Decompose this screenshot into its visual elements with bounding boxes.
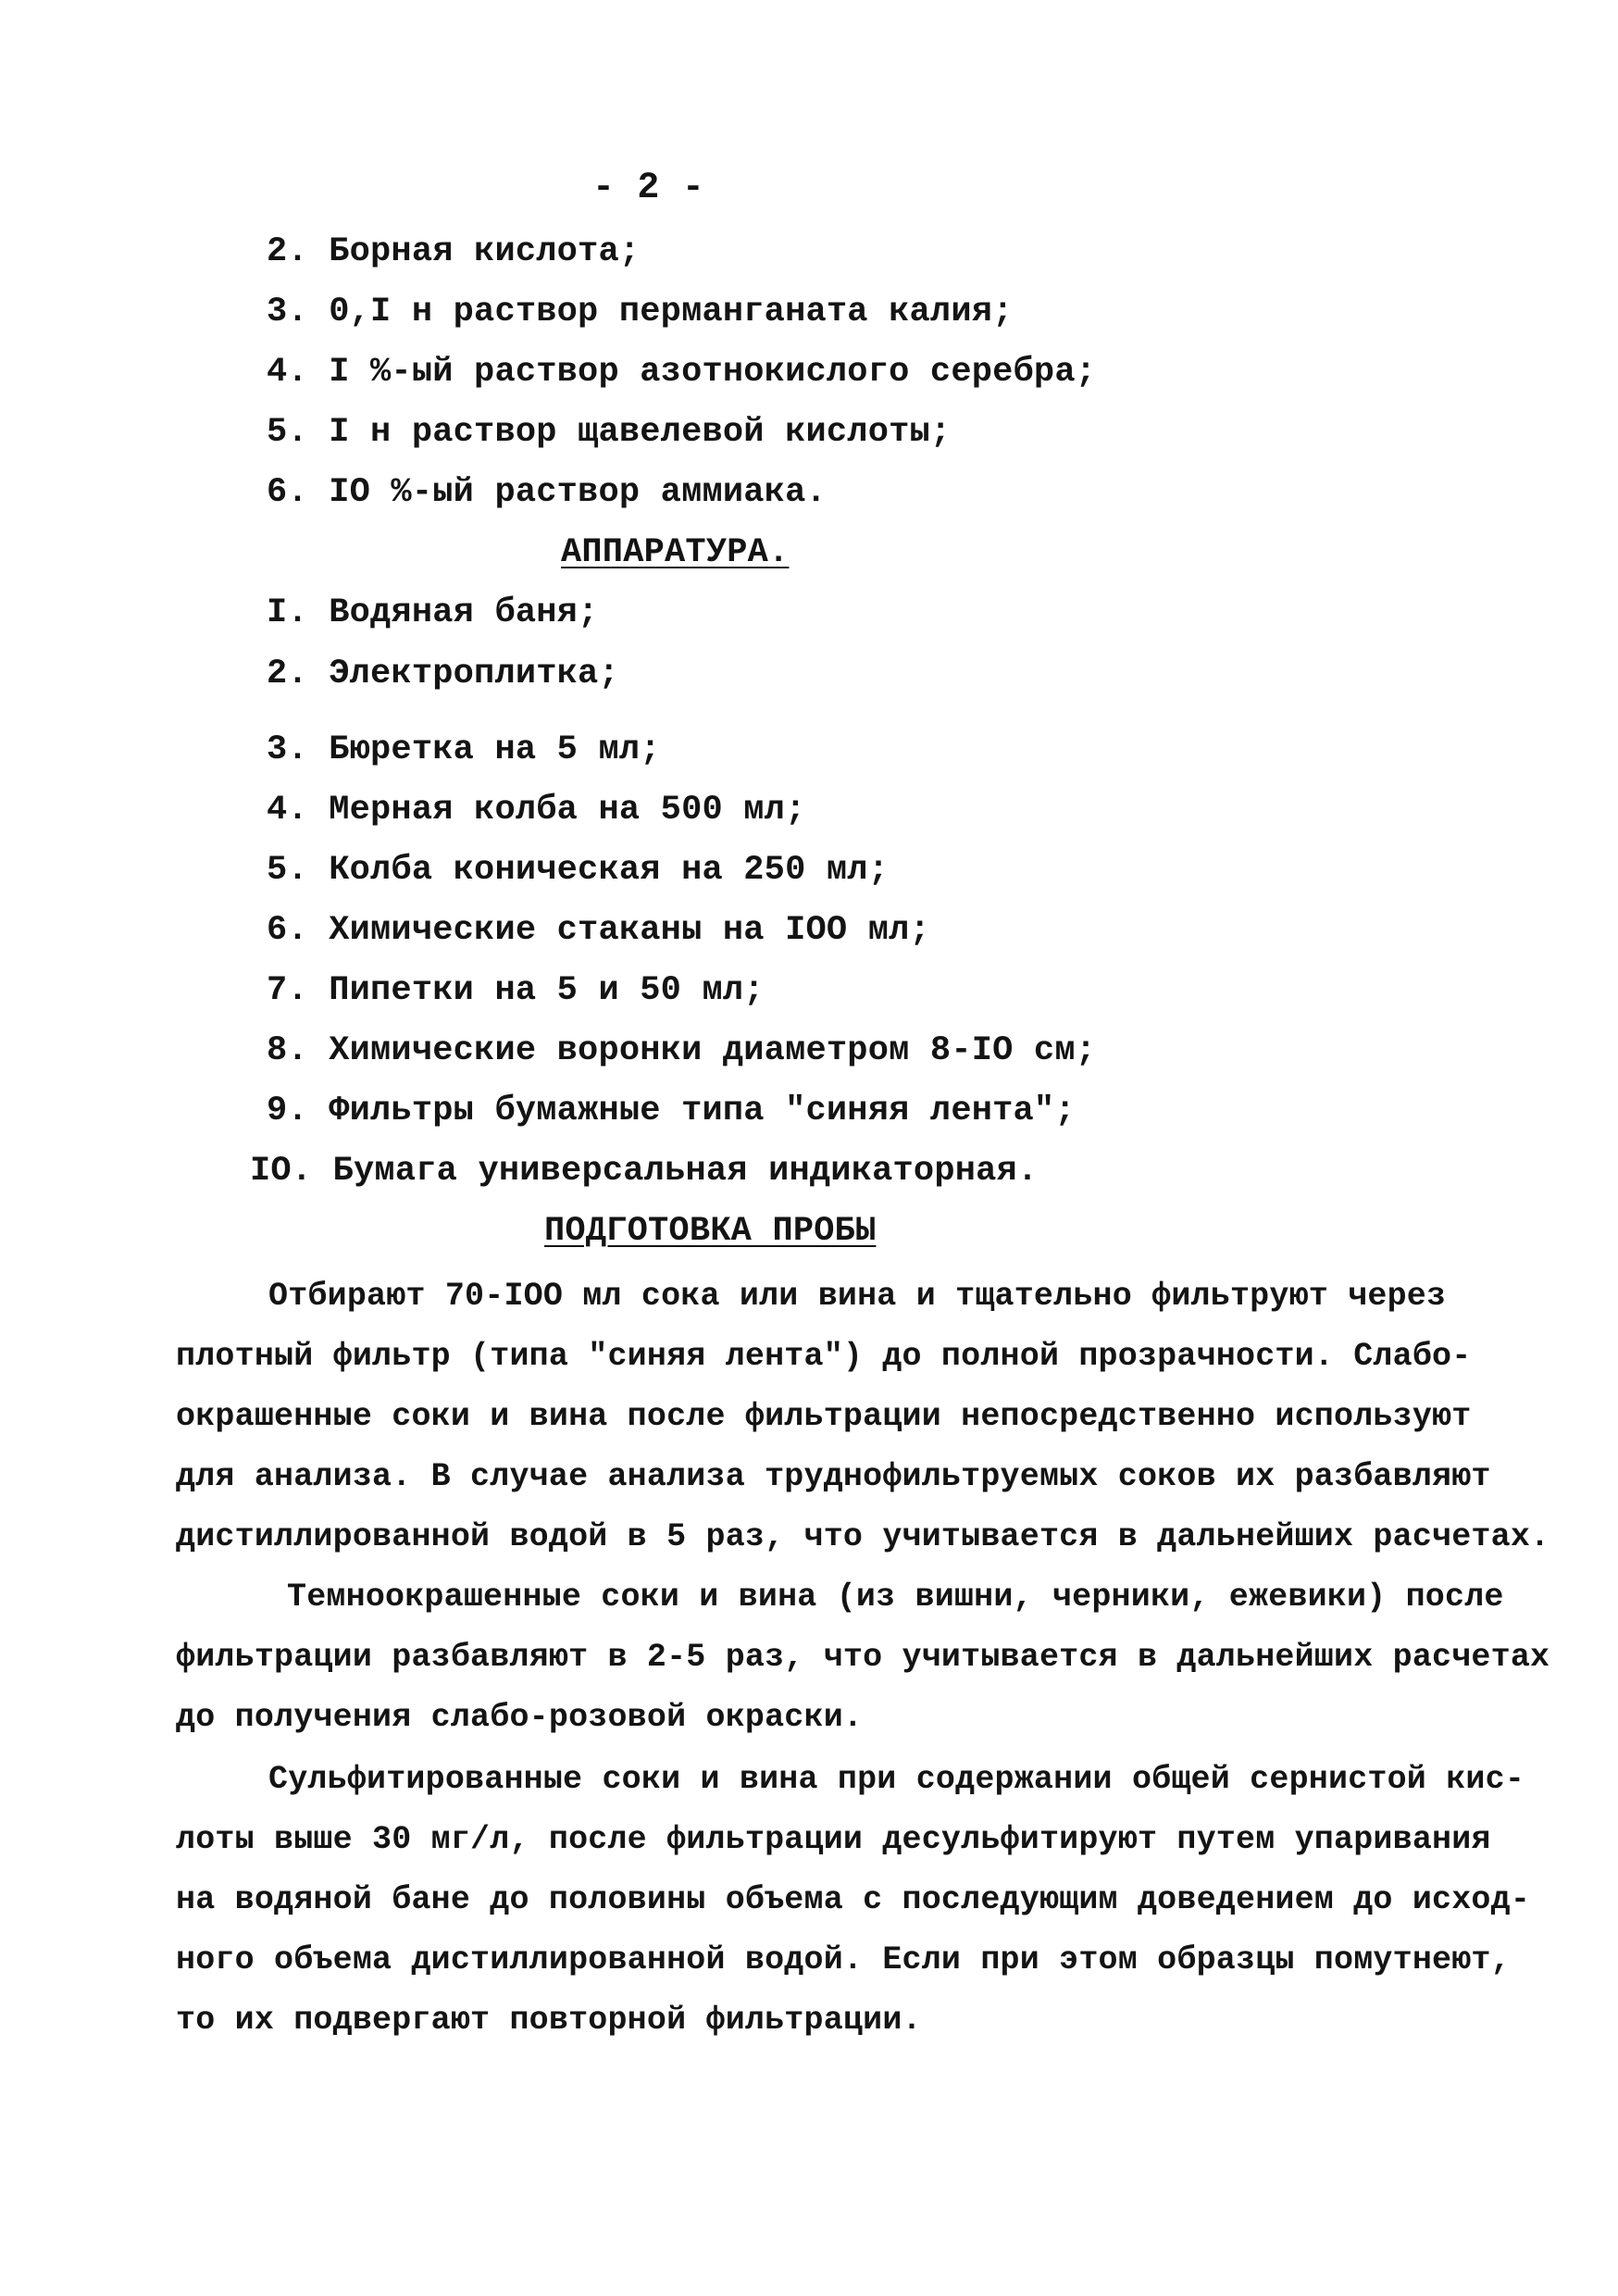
paragraph-line: Сульфитированные соки и вина при содержании общей сернистой кис-: [268, 1761, 1525, 1798]
paragraph-line: до получения слабо-розовой окраски.: [176, 1699, 864, 1736]
list-item: I. Водяная баня;: [267, 593, 599, 632]
list-item: 5. I н раствор щавелевой кислоты;: [267, 413, 952, 452]
paragraph-line: для анализа. В случае анализа труднофильтруемых соков их разбавляют: [176, 1458, 1491, 1495]
list-item: 7. Пипетки на 5 и 50 мл;: [267, 971, 765, 1010]
list-item: 4. Мерная колба на 500 мл;: [267, 791, 806, 830]
list-item: 6. Химические стаканы на IOO мл;: [267, 911, 930, 950]
list-item: IO. Бумага универсальная индикаторная.: [250, 1152, 1039, 1191]
paragraph-line: дистиллированной водой в 5 раз, что учитывается в дальнейших расчетах.: [176, 1518, 1550, 1555]
list-item: 8. Химические воронки диаметром 8-IO см;: [267, 1031, 1097, 1070]
paragraph-line: Отбирают 70-IOO мл сока или вина и тщательно фильтруют через: [268, 1278, 1447, 1315]
list-item: 5. Колба коническая на 250 мл;: [267, 851, 890, 890]
list-item: 9. Фильтры бумажные типа "синяя лента";: [267, 1092, 1076, 1130]
paragraph-line: Темноокрашенные соки и вина (из вишни, черники, ежевики) после: [287, 1578, 1504, 1616]
paragraph-line: фильтрации разбавляют в 2-5 раз, что учитывается в дальнейших расчетах: [176, 1639, 1550, 1676]
paragraph-line: то их подвергают повторной фильтрации.: [176, 2002, 922, 2039]
list-item: 2. Электроплитка;: [267, 655, 619, 693]
list-item: 6. IO %-ый раствор аммиака.: [267, 473, 827, 512]
list-item: 3. Бюретка на 5 мл;: [267, 730, 661, 769]
paragraph-line: плотный фильтр (типа "синяя лента") до полной прозрачности. Слабо-: [176, 1338, 1472, 1375]
paragraph-line: лоты выше 30 мг/л, после фильтрации десульфитируют путем упаривания: [176, 1821, 1491, 1858]
page-number: - 2 -: [592, 168, 705, 209]
list-item: 2. Борная кислота;: [267, 232, 641, 271]
paragraph-line: ного объема дистиллированной водой. Если при этом образцы помутнеют,: [176, 1941, 1511, 1978]
paragraph-line: на водяной бане до половины объема с последующим доведением до исход-: [176, 1881, 1531, 1918]
section-heading-apparatus: АППАРАТУРА.: [561, 533, 790, 572]
list-item: 4. I %-ый раствор азотнокислого серебра;: [267, 353, 1097, 392]
section-heading-sample-prep: ПОДГОТОВКА ПРОБЫ: [544, 1212, 877, 1251]
paragraph-line: окрашенные соки и вина после фильтрации непосредственно используют: [176, 1398, 1472, 1435]
list-item: 3. 0,I н раствор перманганата калия;: [267, 293, 1014, 331]
